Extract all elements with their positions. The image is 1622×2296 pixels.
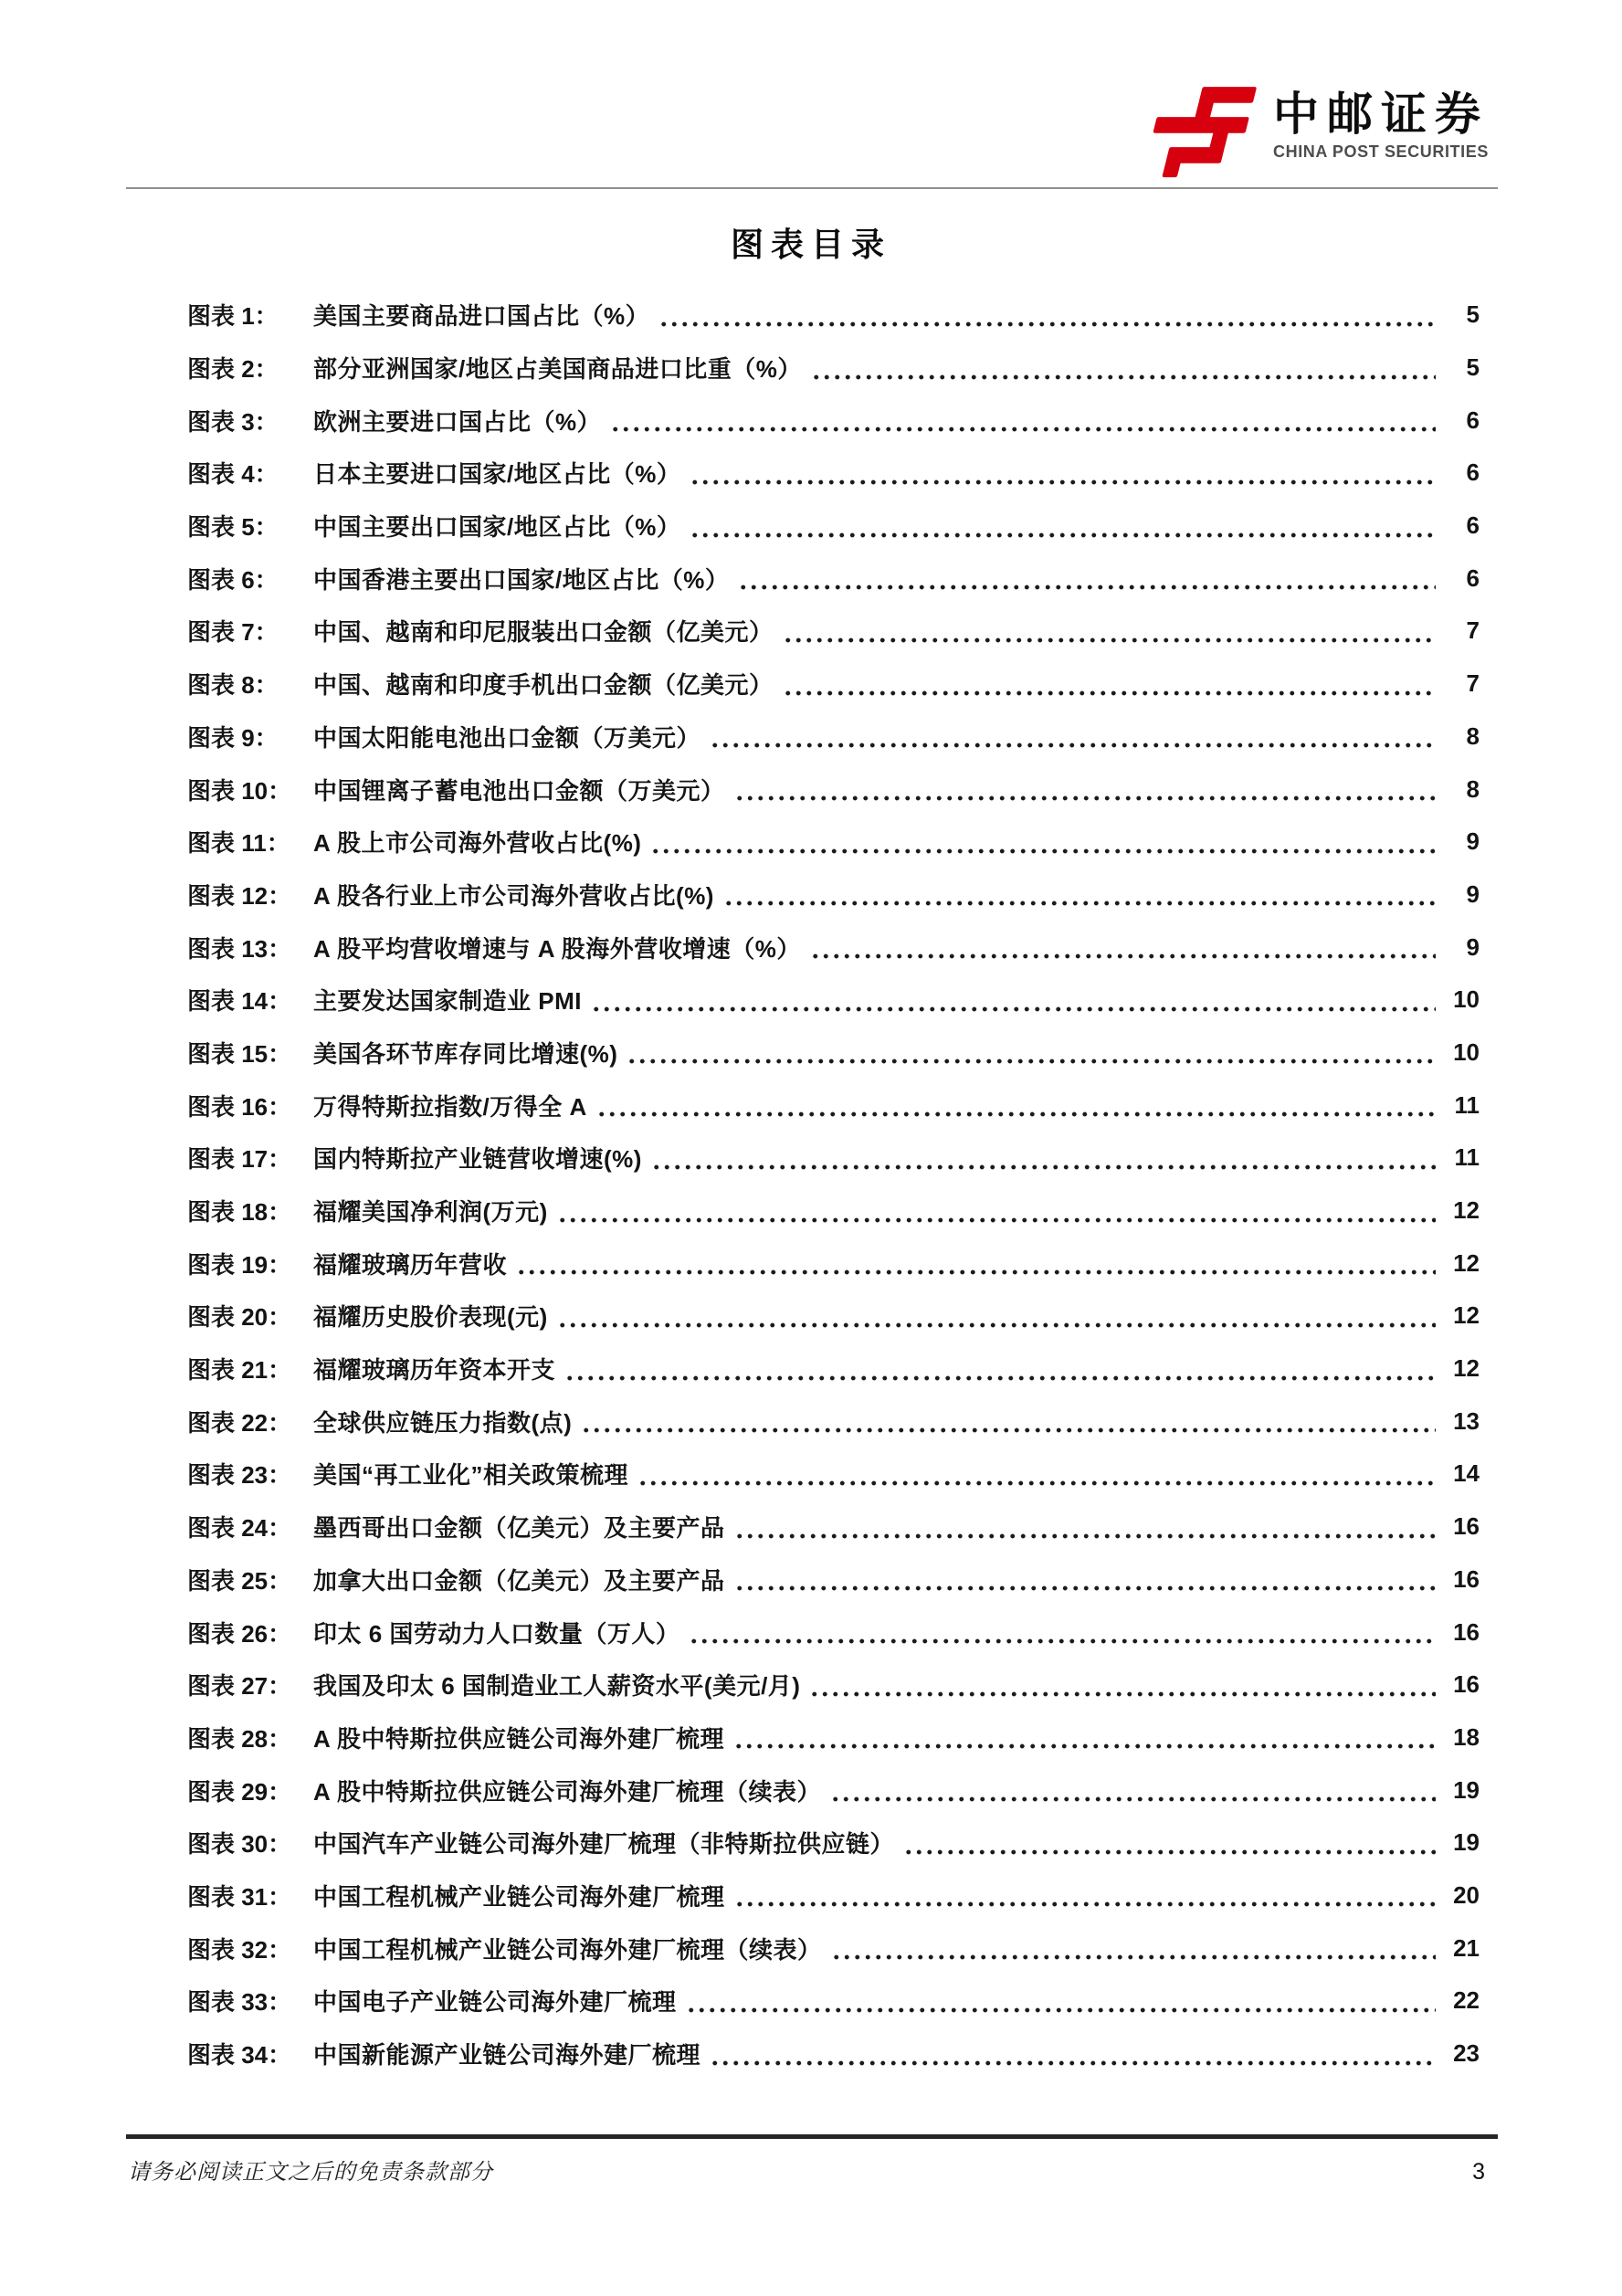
toc-entry-title: 欧洲主要进口国占比（%） xyxy=(313,407,602,436)
toc-entry-label: 图表 33： xyxy=(187,1988,292,2017)
toc-entry-title: A 股各行业上市公司海外营收占比(%) xyxy=(313,881,714,910)
toc-entry-row[interactable] xyxy=(187,763,1480,816)
dotted-leader xyxy=(734,795,1436,801)
dotted-leader xyxy=(651,1164,1436,1170)
toc-entry-title: 中国工程机械产业链公司海外建厂梳理 xyxy=(313,1882,725,1911)
toc-entry-title: 美国各环节库存同比增速(%) xyxy=(313,1039,618,1068)
toc-entry-page: 5 xyxy=(1466,300,1480,329)
toc-entry-page: 12 xyxy=(1453,1301,1480,1330)
toc-entry-title: 国内特斯拉产业链营收增速(%) xyxy=(313,1145,642,1174)
toc-entry-row[interactable] xyxy=(187,552,1480,605)
toc-entry-row[interactable] xyxy=(187,1290,1480,1343)
toc-entry-label: 图表 31： xyxy=(187,1882,292,1911)
toc-entry-row[interactable] xyxy=(187,289,1480,342)
page-number: 3 xyxy=(1472,2159,1485,2185)
toc-entry-row[interactable] xyxy=(187,1185,1480,1238)
toc-entry-page: 21 xyxy=(1453,1933,1480,1962)
toc-entry-page: 10 xyxy=(1453,985,1480,1014)
toc-entry-title: 中国香港主要出口国家/地区占比（%） xyxy=(313,565,730,594)
dotted-leader xyxy=(811,374,1436,380)
toc-entry-label: 图表 12： xyxy=(187,881,292,910)
toc-entry-title: A 股平均营收增速与 A 股海外营收增速（%） xyxy=(313,934,801,963)
toc-entry-row[interactable] xyxy=(187,1395,1480,1448)
dotted-leader xyxy=(637,1480,1436,1486)
toc-entry-row[interactable] xyxy=(187,1501,1480,1553)
toc-entry-title: 中国、越南和印度手机出口金额（亿美元） xyxy=(313,671,774,700)
dotted-leader xyxy=(809,1691,1436,1697)
logo-text xyxy=(1273,80,1489,162)
toc-entry-title: 中国汽车产业链公司海外建厂梳理（非特斯拉供应链） xyxy=(313,1830,895,1859)
toc-entry-row[interactable] xyxy=(187,1817,1480,1869)
toc-entry-label: 图表 4： xyxy=(187,460,279,489)
toc-entry-row[interactable] xyxy=(187,816,1480,869)
page-title: 图表目录 xyxy=(730,226,891,263)
toc-entry-row[interactable] xyxy=(187,921,1480,974)
toc-entry-page: 5 xyxy=(1466,353,1480,382)
toc-entry-row[interactable] xyxy=(187,869,1480,922)
dotted-leader xyxy=(723,900,1436,906)
toc-entry-label: 图表 34： xyxy=(187,2041,292,2070)
toc-entry-row[interactable] xyxy=(187,1027,1480,1080)
toc-entry-title: 我国及印太 6 国制造业工人薪资水平(美元/月) xyxy=(313,1672,801,1701)
toc-entry-label: 图表 6： xyxy=(187,565,279,594)
dotted-leader xyxy=(690,479,1436,485)
toc-entry-label: 图表 16： xyxy=(187,1092,292,1121)
toc-entry-label: 图表 24： xyxy=(187,1514,292,1543)
toc-entry-label: 图表 9： xyxy=(187,723,279,752)
toc-entry-row[interactable] xyxy=(187,1975,1480,2027)
toc-entry-page: 8 xyxy=(1466,774,1480,803)
dotted-leader xyxy=(734,1901,1436,1907)
dotted-leader xyxy=(733,1743,1436,1749)
toc-entry-title: A 股上市公司海外营收占比(%) xyxy=(313,829,642,858)
toc-entry-page: 13 xyxy=(1453,1406,1480,1435)
dotted-leader xyxy=(557,1217,1436,1223)
toc-entry-title: 日本主要进口国家/地区占比（%） xyxy=(313,460,681,489)
dotted-leader xyxy=(831,1954,1436,1960)
toc-entry-label: 图表 13： xyxy=(187,934,292,963)
toc-entry-label: 图表 32： xyxy=(187,1935,292,1964)
toc-entry-page: 9 xyxy=(1466,827,1480,856)
toc-entry-label: 图表 14： xyxy=(187,987,292,1016)
toc-entry-row[interactable] xyxy=(187,605,1480,658)
dotted-leader xyxy=(738,585,1436,590)
dotted-leader xyxy=(564,1375,1436,1381)
brand-name-en: CHINA POST SECURITIES xyxy=(1273,142,1489,161)
toc-entry-label: 图表 25： xyxy=(187,1566,292,1595)
dotted-leader xyxy=(830,1796,1436,1802)
dotted-leader xyxy=(810,953,1436,959)
toc-entry-row[interactable] xyxy=(187,658,1480,711)
dotted-leader xyxy=(557,1322,1436,1328)
toc-entry-page: 11 xyxy=(1454,1090,1480,1119)
toc-entry-label: 图表 22： xyxy=(187,1408,292,1437)
toc-entry-title: 部分亚洲国家/地区占美国商品进口比重（%） xyxy=(313,355,802,384)
toc-entry-row[interactable] xyxy=(187,1132,1480,1185)
toc-entry-title: 全球供应链压力指数(点) xyxy=(313,1408,573,1437)
dotted-leader xyxy=(516,1269,1436,1275)
dotted-leader xyxy=(710,743,1436,748)
toc-entry-page: 12 xyxy=(1453,1248,1480,1277)
toc-entry-page: 16 xyxy=(1453,1670,1480,1699)
toc-entry-title: 中国太阳能电池出口金额（万美元） xyxy=(313,723,701,752)
toc-entry-title: 中国工程机械产业链公司海外建厂梳理（续表） xyxy=(313,1935,822,1964)
toc-entry-page: 6 xyxy=(1466,511,1480,540)
toc-entry-label: 图表 7： xyxy=(187,618,279,647)
toc-entry-title: 主要发达国家制造业 PMI xyxy=(313,987,582,1016)
toc-entry-label: 图表 5： xyxy=(187,513,279,542)
toc-entry-title: A 股中特斯拉供应链公司海外建厂梳理 xyxy=(313,1724,725,1753)
dotted-leader xyxy=(581,1427,1436,1433)
toc-entry-row[interactable] xyxy=(187,1237,1480,1290)
toc-entry-title: 万得特斯拉指数/万得全 A xyxy=(313,1092,587,1121)
toc-entry-label: 图表 27： xyxy=(187,1672,292,1701)
toc-entry-page: 22 xyxy=(1453,1986,1480,2015)
toc-entry-title: 中国锂离子蓄电池出口金额（万美元） xyxy=(313,776,725,805)
toc-entry-row[interactable] xyxy=(187,1869,1480,1922)
company-logo xyxy=(1140,80,1489,192)
toc-entry-title: 中国、越南和印尼服装出口金额（亿美元） xyxy=(313,618,774,647)
toc-entry-label: 图表 11： xyxy=(187,829,290,858)
toc-entry-page: 12 xyxy=(1453,1354,1480,1383)
toc-entry-page: 19 xyxy=(1453,1775,1480,1804)
toc-entry-title: 美国主要商品进口国占比（%） xyxy=(313,302,650,331)
toc-entry-label: 图表 20： xyxy=(187,1303,292,1332)
toc-entry-title: 福耀美国净利润(万元) xyxy=(313,1198,548,1227)
dotted-leader xyxy=(658,321,1436,327)
china-post-emblem-icon xyxy=(1140,80,1260,192)
toc-entry-label: 图表 2： xyxy=(187,355,279,384)
page-footer xyxy=(128,2154,1485,2185)
toc-entry-page: 7 xyxy=(1466,669,1480,698)
toc-entry-label: 图表 21： xyxy=(187,1356,292,1385)
toc-entry-row[interactable] xyxy=(187,1343,1480,1396)
dotted-leader xyxy=(689,1638,1436,1644)
toc-entry-label: 图表 17： xyxy=(187,1145,292,1174)
toc-entry-label: 图表 19： xyxy=(187,1250,292,1279)
toc-entry-row[interactable] xyxy=(187,1659,1480,1711)
dotted-leader xyxy=(734,1585,1436,1591)
toc-entry-page: 12 xyxy=(1453,1196,1480,1225)
footer-divider xyxy=(126,2134,1498,2139)
toc-entry-title: 福耀玻璃历年资本开支 xyxy=(313,1356,556,1385)
dotted-leader xyxy=(591,1006,1436,1012)
toc-entry-label: 图表 28： xyxy=(187,1724,292,1753)
dotted-leader xyxy=(710,2060,1436,2066)
toc-entry-page: 11 xyxy=(1454,1143,1480,1172)
dotted-leader xyxy=(903,1849,1436,1855)
brand-name-cn: 中邮证券 xyxy=(1273,89,1489,140)
toc-entry-title: 中国电子产业链公司海外建厂梳理 xyxy=(313,1988,677,2017)
toc-entry-row[interactable] xyxy=(187,500,1480,553)
toc-entry-row[interactable] xyxy=(187,1448,1480,1501)
toc-entry-row[interactable] xyxy=(187,1553,1480,1606)
toc-entry-label: 图表 30： xyxy=(187,1830,292,1859)
toc-entry-title: 印太 6 国劳动力人口数量（万人） xyxy=(313,1619,680,1648)
toc-entry-page: 6 xyxy=(1466,405,1480,434)
toc-entry-row[interactable] xyxy=(187,974,1480,1027)
toc-entry-row[interactable] xyxy=(187,711,1480,764)
toc-entry-row[interactable] xyxy=(187,1079,1480,1132)
dotted-leader xyxy=(627,1058,1436,1064)
disclaimer-text: 请务必阅读正文之后的免责条款部分 xyxy=(128,2161,493,2185)
toc-entry-page: 19 xyxy=(1453,1828,1480,1857)
toc-entry-page: 16 xyxy=(1453,1564,1480,1593)
toc-entry-page: 8 xyxy=(1466,721,1480,750)
toc-entry-row[interactable] xyxy=(187,1764,1480,1817)
dotted-leader xyxy=(686,2007,1436,2013)
toc-entry-title: 中国新能源产业链公司海外建厂梳理 xyxy=(313,2041,701,2070)
dotted-leader xyxy=(783,690,1436,696)
toc-entry-page: 14 xyxy=(1453,1459,1480,1488)
toc-entry-page: 20 xyxy=(1453,1880,1480,1909)
toc-entry-row[interactable] xyxy=(187,342,1480,395)
toc-entry-row[interactable] xyxy=(187,2027,1480,2080)
toc-entry-label: 图表 10： xyxy=(187,776,292,805)
toc-entry-row[interactable] xyxy=(187,394,1480,447)
toc-entry-row[interactable] xyxy=(187,447,1480,500)
toc-entry-row[interactable] xyxy=(187,1711,1480,1764)
toc-entry-title: 福耀玻璃历年营收 xyxy=(313,1250,508,1279)
toc-entry-page: 23 xyxy=(1453,2039,1480,2068)
toc-entry-title: 中国主要出口国家/地区占比（%） xyxy=(313,513,681,542)
toc-entry-title: 加拿大出口金额（亿美元）及主要产品 xyxy=(313,1566,725,1595)
toc-entry-page: 18 xyxy=(1453,1722,1480,1751)
toc-entry-page: 6 xyxy=(1466,458,1480,487)
toc-entry-label: 图表 29： xyxy=(187,1777,292,1806)
toc-entry-page: 6 xyxy=(1466,563,1480,592)
toc-entry-row[interactable] xyxy=(187,1922,1480,1975)
dotted-leader xyxy=(650,848,1436,854)
toc-entry-page: 7 xyxy=(1466,616,1480,645)
toc-list xyxy=(187,289,1480,2080)
dotted-leader xyxy=(783,637,1436,643)
toc-entry-page: 9 xyxy=(1466,932,1480,961)
toc-entry-row[interactable] xyxy=(187,1606,1480,1659)
toc-entry-label: 图表 18： xyxy=(187,1198,292,1227)
toc-entry-label: 图表 23： xyxy=(187,1461,292,1490)
toc-entry-page: 9 xyxy=(1466,879,1480,908)
toc-entry-page: 16 xyxy=(1453,1512,1480,1541)
toc-entry-label: 图表 1： xyxy=(187,302,279,331)
toc-entry-page: 10 xyxy=(1453,1037,1480,1066)
toc-entry-label: 图表 3： xyxy=(187,407,279,436)
dotted-leader xyxy=(596,1111,1436,1117)
dotted-leader xyxy=(690,532,1436,538)
toc-entry-title: 美国“再工业化”相关政策梳理 xyxy=(313,1461,629,1490)
toc-entry-title: 墨西哥出口金额（亿美元）及主要产品 xyxy=(313,1514,725,1543)
dotted-leader xyxy=(734,1533,1436,1539)
dotted-leader xyxy=(610,427,1436,432)
toc-entry-label: 图表 8： xyxy=(187,671,279,700)
toc-entry-page: 16 xyxy=(1453,1617,1480,1646)
toc-entry-title: 福耀历史股价表现(元) xyxy=(313,1303,548,1332)
toc-entry-label: 图表 26： xyxy=(187,1619,292,1648)
toc-entry-title: A 股中特斯拉供应链公司海外建厂梳理（续表） xyxy=(313,1777,822,1806)
toc-entry-label: 图表 15： xyxy=(187,1039,292,1068)
